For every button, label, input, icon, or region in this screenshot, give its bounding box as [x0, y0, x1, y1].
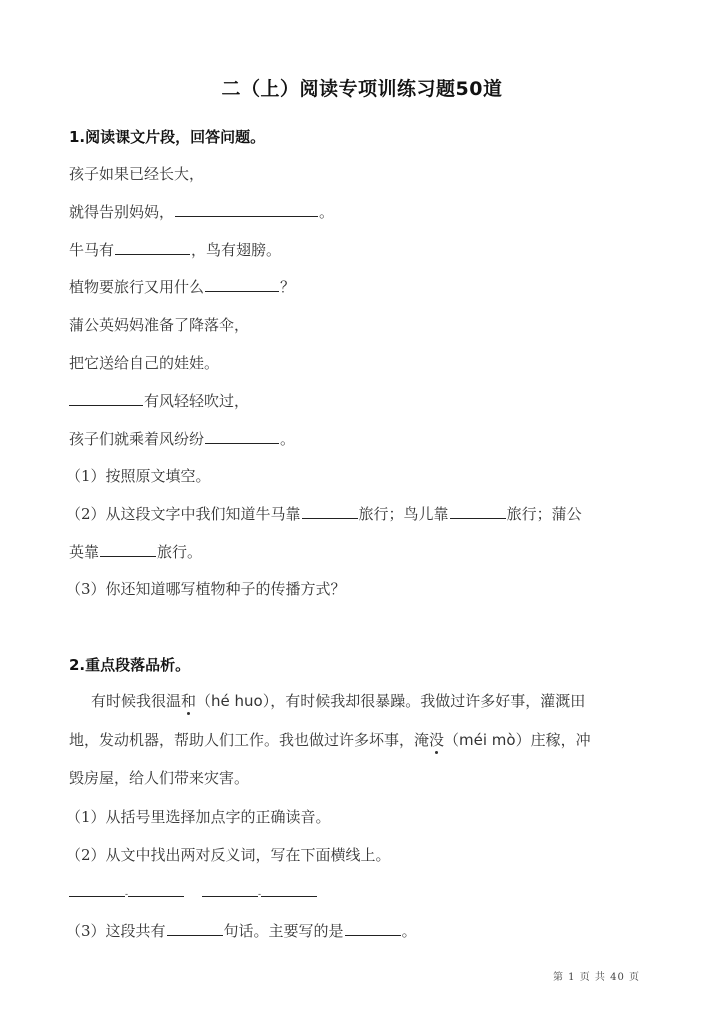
fill-blank[interactable] [261, 882, 317, 897]
dotted-character: 没 [429, 731, 445, 749]
poem-text: 有风轻轻吹过， [144, 392, 250, 410]
question-text: 。 [401, 922, 417, 940]
fill-blank[interactable] [167, 921, 223, 936]
fill-blank[interactable] [128, 882, 184, 897]
q1-subquestion-1: （1）按照原文填空。 [66, 467, 211, 485]
paragraph-line-1 [91, 690, 585, 711]
dotted-character: 和 [181, 692, 197, 710]
question-text: （3）这段共有 [66, 922, 166, 940]
poem-line-4 [69, 276, 295, 297]
fill-blank[interactable] [205, 277, 279, 292]
antonym-separator: - [258, 890, 262, 900]
page-title: 二（上）阅读专项训练习题50道 [221, 78, 503, 100]
fill-blank[interactable] [345, 921, 401, 936]
poem-text: ，鸟有翅膀。 [191, 241, 282, 259]
question-1-heading: 1.阅读课文片段，回答问题。 [69, 128, 266, 146]
page-number-footer: 第 1 页 共 40 页 [553, 972, 640, 983]
paragraph-text: 有时候我很温 [91, 692, 182, 710]
pinyin-options: （hé huo） [196, 692, 271, 710]
poem-line-5: 蒲公英妈妈准备了降落伞， [69, 316, 250, 334]
fill-blank[interactable] [450, 504, 506, 519]
paragraph-line-2 [69, 729, 591, 750]
poem-text: ？ [280, 278, 296, 296]
poem-line-7 [69, 390, 249, 411]
question-text: 英靠 [69, 543, 100, 561]
q1-subquestion-2 [66, 503, 582, 524]
fill-blank[interactable] [69, 391, 143, 406]
poem-text: 孩子们就乘着风纷纷 [69, 430, 205, 448]
paragraph-text: 庄稼，冲 [530, 731, 591, 749]
fill-blank[interactable] [202, 882, 258, 897]
fill-blank[interactable] [69, 882, 125, 897]
fill-blank[interactable] [302, 504, 358, 519]
poem-text: 孩子如果已经长大， [69, 165, 205, 183]
q1-subquestion-3: （3）你还知道哪写植物种子的传播方式？ [66, 580, 346, 598]
question-text: 旅行；鸟儿靠 [358, 505, 449, 523]
poem-line-3 [69, 239, 281, 260]
q2-subquestion-2: （2）从文中找出两对反义词，写在下面横线上。 [66, 846, 391, 864]
poem-text: 植物要旅行又用什么 [69, 278, 205, 296]
q2-subquestion-3 [66, 920, 417, 941]
poem-text: 。 [319, 203, 335, 221]
fill-blank[interactable] [205, 429, 279, 444]
fill-blank[interactable] [115, 240, 190, 255]
question-text: 旅行；蒲公 [506, 505, 582, 523]
poem-text: 就得告别妈妈， [69, 203, 175, 221]
fill-blank[interactable] [100, 542, 156, 557]
question-text: 旅行。 [157, 543, 203, 561]
pinyin-options: （méi mò） [444, 731, 531, 749]
paragraph-text: 地，发动机器，帮助人们工作。我也做过许多坏事，淹 [69, 731, 430, 749]
antonym-separator: - [125, 890, 129, 900]
q1-subquestion-2-cont [69, 541, 202, 562]
question-2-heading: 2.重点段落品析。 [69, 656, 191, 674]
question-text: 句话。主要写的是 [223, 922, 344, 940]
poem-line-1 [69, 163, 204, 184]
poem-line-6: 把它送给自己的娃娃。 [69, 354, 220, 372]
antonym-answer-lines [69, 882, 317, 901]
question-text: （2）从这段文字中我们知道牛马靠 [66, 505, 301, 523]
poem-line-2 [69, 201, 334, 222]
poem-text: 。 [280, 430, 296, 448]
poem-line-8 [69, 428, 295, 449]
q2-subquestion-1: （1）从括号里选择加点字的正确读音。 [66, 808, 331, 826]
paragraph-text: ，有时候我却很暴躁。我做过许多好事，灌溉田 [270, 692, 586, 710]
fill-blank[interactable] [175, 202, 318, 217]
poem-text: 牛马有 [69, 241, 115, 259]
paragraph-line-3: 毁房屋，给人们带来灾害。 [69, 769, 250, 787]
